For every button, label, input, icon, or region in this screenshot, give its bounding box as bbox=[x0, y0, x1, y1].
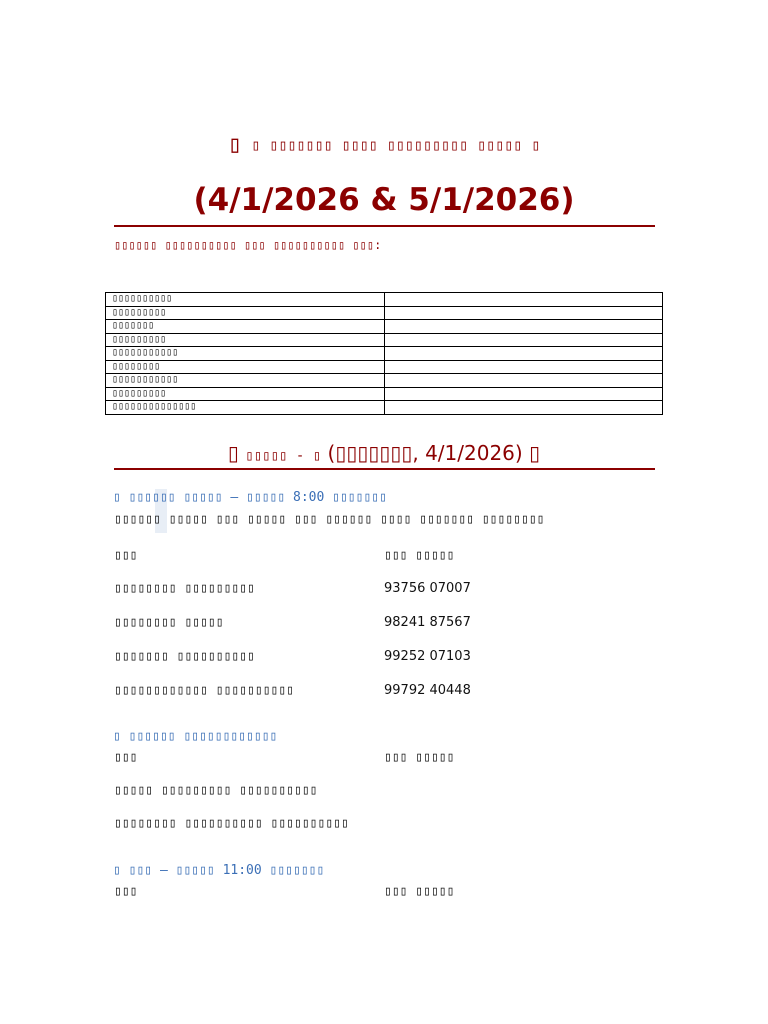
summary-value-cell bbox=[385, 320, 663, 334]
day1-date: (▯▯▯▯▯▯▯, 4/1/2026) bbox=[327, 441, 523, 465]
section1-col-name: ▯▯▯ bbox=[114, 548, 138, 563]
section2-row-2: ▯▯▯▯▯▯▯▯ ▯▯▯▯▯▯▯▯▯▯ ▯▯▯▯▯▯▯▯▯▯ bbox=[114, 816, 349, 831]
summary-label-cell: ▯▯▯▯▯▯▯▯▯ bbox=[106, 306, 385, 320]
summary-table-row bbox=[106, 347, 663, 361]
summary-value-cell bbox=[385, 306, 663, 320]
summary-value-cell bbox=[385, 401, 663, 415]
summary-label-cell: ▯▯▯▯▯▯▯▯▯▯▯ bbox=[106, 374, 385, 388]
contact-phone: 98241 87567 bbox=[384, 615, 471, 630]
summary-table bbox=[105, 292, 663, 415]
summary-table-row bbox=[106, 320, 663, 334]
summary-table-row bbox=[106, 333, 663, 347]
summary-label-cell: ▯▯▯▯▯▯▯▯▯▯▯ bbox=[106, 347, 385, 361]
summary-value-cell bbox=[385, 387, 663, 401]
contact-phone: 93756 07007 bbox=[384, 581, 471, 596]
contact-name: ▯▯▯▯▯▯▯ ▯▯▯▯▯▯▯▯▯▯ bbox=[114, 649, 255, 664]
section2-row-1: ▯▯▯▯▯ ▯▯▯▯▯▯▯▯▯ ▯▯▯▯▯▯▯▯▯▯ bbox=[114, 783, 318, 798]
summary-value-cell bbox=[385, 333, 663, 347]
contact-phone: 99792 40448 bbox=[384, 683, 471, 698]
section2-heading: ▯ ▯▯▯▯▯▯ ▯▯▯▯▯▯▯▯▯▯▯▯ bbox=[113, 729, 278, 744]
summary-label-cell: ▯▯▯▯▯▯▯▯▯ bbox=[106, 333, 385, 347]
section2-col-phone: ▯▯▯ ▯▯▯▯▯ bbox=[384, 750, 455, 765]
title-dates: (4/1/2026 & 5/1/2026) bbox=[193, 182, 575, 218]
summary-value-cell bbox=[385, 347, 663, 361]
summary-table-row bbox=[106, 401, 663, 415]
summary-value-cell bbox=[385, 374, 663, 388]
title-rule bbox=[114, 225, 655, 227]
summary-table-row bbox=[106, 306, 663, 320]
summary-table-row bbox=[106, 360, 663, 374]
day1-label: ▯▯▯▯▯ - ▯ bbox=[245, 448, 322, 464]
section3-heading: ▯ ▯▯▯ – ▯▯▯▯▯ 11:00 ▯▯▯▯▯▯▯ bbox=[113, 863, 325, 878]
summary-label-cell: ▯▯▯▯▯▯▯▯▯ bbox=[106, 387, 385, 401]
section1-heading: ▯ ▯▯▯▯▯▯ ▯▯▯▯▯ – ▯▯▯▯▯ 8:00 ▯▯▯▯▯▯▯ bbox=[113, 490, 387, 505]
contact-name: ▯▯▯▯▯▯▯▯ ▯▯▯▯▯ bbox=[114, 615, 224, 630]
section1-description: ▯▯▯▯▯▯ ▯▯▯▯▯ ▯▯▯ ▯▯▯▯▯ ▯▯▯ ▯▯▯▯▯▯ ▯▯▯▯ ▯▯▯▯▯▯▯ ▯▯▯▯▯▯▯▯ bbox=[114, 512, 545, 527]
section2-col-name: ▯▯▯ bbox=[114, 750, 138, 765]
summary-table-row bbox=[106, 374, 663, 388]
summary-table-row bbox=[106, 293, 663, 307]
contact-name: ▯▯▯▯▯▯▯▯ ▯▯▯▯▯▯▯▯▯ bbox=[114, 581, 255, 596]
day1-rule bbox=[114, 468, 655, 470]
summary-table-row bbox=[106, 387, 663, 401]
summary-label-cell: ▯▯▯▯▯▯▯▯▯▯ bbox=[106, 293, 385, 307]
summary-value-cell bbox=[385, 360, 663, 374]
day1-left-icon: ▯ bbox=[227, 441, 239, 465]
day1-heading bbox=[0, 441, 768, 465]
contact-name: ▯▯▯▯▯▯▯▯▯▯▯▯ ▯▯▯▯▯▯▯▯▯▯ bbox=[114, 683, 295, 698]
summary-label-cell: ▯▯▯▯▯▯▯▯▯▯▯▯▯▯ bbox=[106, 401, 385, 415]
section3-col-name: ▯▯▯ bbox=[114, 884, 138, 899]
document-title bbox=[0, 130, 768, 158]
title-emoji-icon: ▯ bbox=[227, 130, 243, 158]
section1-col-phone: ▯▯▯ ▯▯▯▯▯ bbox=[384, 548, 455, 563]
summary-subtitle: ▯▯▯▯▯▯ ▯▯▯▯▯▯▯▯▯▯ ▯▯▯ ▯▯▯▯▯▯▯▯▯▯ ▯▯▯: bbox=[114, 238, 382, 252]
summary-label-cell: ▯▯▯▯▯▯▯ bbox=[106, 320, 385, 334]
day1-right-icon: ▯ bbox=[529, 441, 541, 465]
section3-col-phone: ▯▯▯ ▯▯▯▯▯ bbox=[384, 884, 455, 899]
contact-phone: 99252 07103 bbox=[384, 649, 471, 664]
summary-value-cell bbox=[385, 293, 663, 307]
summary-label-cell: ▯▯▯▯▯▯▯▯ bbox=[106, 360, 385, 374]
title-line1-text: ▯ ▯▯▯▯▯▯▯ ▯▯▯▯ ▯▯▯▯▯▯▯▯▯ ▯▯▯▯▯ ▯ bbox=[251, 136, 541, 154]
